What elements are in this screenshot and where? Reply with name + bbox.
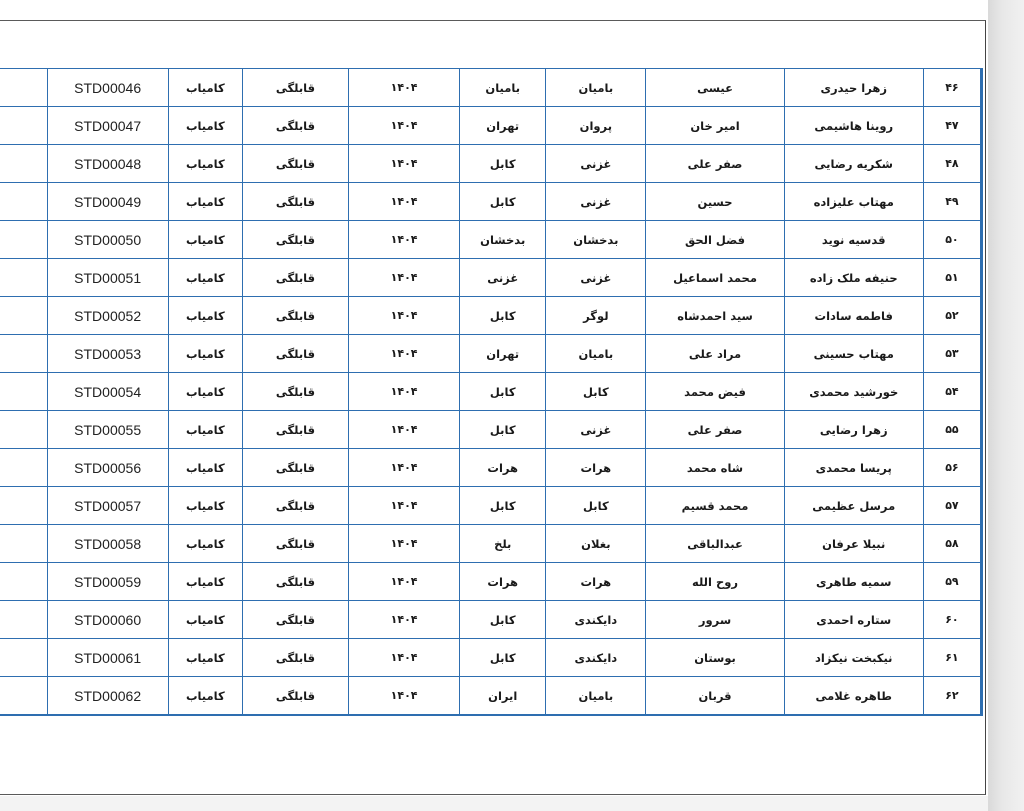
cell-program: قابلگی	[242, 107, 348, 145]
cell-row-number: ۴۶	[923, 69, 981, 107]
cell-student-name: زهرا رضایی	[784, 411, 923, 449]
cell-origin-province: غزنی	[546, 259, 646, 297]
cell-student-code: STD00058	[47, 525, 168, 563]
cell-current-province: کابل	[460, 183, 546, 221]
cell-current-province: بامیان	[460, 69, 546, 107]
cell-year: ۱۴۰۴	[349, 449, 460, 487]
cell-row-number: ۵۸	[923, 525, 981, 563]
cell-father-name: مراد علی	[646, 335, 784, 373]
cell-result: کامیاب	[168, 601, 242, 639]
cell-father-name: فضل الحق	[646, 221, 784, 259]
cell-blank	[0, 145, 47, 183]
table-row	[0, 525, 982, 563]
cell-origin-province: بامیان	[546, 335, 646, 373]
cell-student-code: STD00057	[47, 487, 168, 525]
table-row	[0, 639, 982, 677]
cell-origin-province: پروان	[546, 107, 646, 145]
cell-program: قابلگی	[242, 525, 348, 563]
cell-row-number: ۵۰	[923, 221, 981, 259]
cell-origin-province: بامیان	[546, 677, 646, 716]
cell-father-name: محمد اسماعیل	[646, 259, 784, 297]
cell-year: ۱۴۰۴	[349, 259, 460, 297]
cell-row-number: ۴۸	[923, 145, 981, 183]
cell-student-name: ستاره احمدی	[784, 601, 923, 639]
cell-blank	[0, 69, 47, 107]
cell-father-name: صفر علی	[646, 145, 784, 183]
cell-year: ۱۴۰۴	[349, 373, 460, 411]
cell-blank	[0, 183, 47, 221]
cell-year: ۱۴۰۴	[349, 69, 460, 107]
cell-blank	[0, 639, 47, 677]
cell-student-code: STD00051	[47, 259, 168, 297]
cell-row-number: ۶۰	[923, 601, 981, 639]
table-row	[0, 411, 982, 449]
cell-student-code: STD00056	[47, 449, 168, 487]
cell-result: کامیاب	[168, 525, 242, 563]
cell-student-name: نیکبخت نیکزاد	[784, 639, 923, 677]
cell-result: کامیاب	[168, 677, 242, 716]
cell-student-code: STD00046	[47, 69, 168, 107]
cell-year: ۱۴۰۴	[349, 297, 460, 335]
cell-father-name: عبدالباقی	[646, 525, 784, 563]
cell-program: قابلگی	[242, 373, 348, 411]
cell-year: ۱۴۰۴	[349, 183, 460, 221]
cell-blank	[0, 449, 47, 487]
cell-student-code: STD00052	[47, 297, 168, 335]
cell-current-province: کابل	[460, 487, 546, 525]
roster-body	[0, 69, 982, 716]
cell-current-province: ایران	[460, 677, 546, 716]
cell-blank	[0, 297, 47, 335]
cell-result: کامیاب	[168, 259, 242, 297]
cell-year: ۱۴۰۴	[349, 677, 460, 716]
cell-blank	[0, 677, 47, 716]
cell-result: کامیاب	[168, 297, 242, 335]
cell-father-name: صفر علی	[646, 411, 784, 449]
cell-current-province: کابل	[460, 297, 546, 335]
cell-origin-province: غزنی	[546, 183, 646, 221]
cell-program: قابلگی	[242, 183, 348, 221]
cell-result: کامیاب	[168, 183, 242, 221]
cell-program: قابلگی	[242, 601, 348, 639]
cell-blank	[0, 259, 47, 297]
cell-year: ۱۴۰۴	[349, 335, 460, 373]
cell-father-name: قربان	[646, 677, 784, 716]
cell-student-name: خورشید محمدی	[784, 373, 923, 411]
cell-current-province: تهران	[460, 107, 546, 145]
cell-row-number: ۵۲	[923, 297, 981, 335]
cell-current-province: کابل	[460, 601, 546, 639]
cell-father-name: سرور	[646, 601, 784, 639]
table-row	[0, 677, 982, 716]
cell-result: کامیاب	[168, 563, 242, 601]
table-row	[0, 373, 982, 411]
table-row	[0, 297, 982, 335]
cell-student-code: STD00054	[47, 373, 168, 411]
cell-year: ۱۴۰۴	[349, 487, 460, 525]
cell-father-name: شاه محمد	[646, 449, 784, 487]
cell-student-code: STD00049	[47, 183, 168, 221]
cell-row-number: ۵۹	[923, 563, 981, 601]
cell-student-name: مهتاب علیزاده	[784, 183, 923, 221]
cell-program: قابلگی	[242, 335, 348, 373]
table-row	[0, 107, 982, 145]
cell-current-province: کابل	[460, 639, 546, 677]
cell-result: کامیاب	[168, 145, 242, 183]
cell-year: ۱۴۰۴	[349, 145, 460, 183]
cell-result: کامیاب	[168, 107, 242, 145]
cell-result: کامیاب	[168, 411, 242, 449]
table-row	[0, 487, 982, 525]
cell-student-code: STD00055	[47, 411, 168, 449]
cell-program: قابلگی	[242, 677, 348, 716]
cell-year: ۱۴۰۴	[349, 221, 460, 259]
table-row	[0, 145, 982, 183]
cell-origin-province: دایکندی	[546, 639, 646, 677]
cell-year: ۱۴۰۴	[349, 107, 460, 145]
cell-result: کامیاب	[168, 69, 242, 107]
cell-row-number: ۵۳	[923, 335, 981, 373]
viewer-margin	[988, 0, 1024, 811]
cell-row-number: ۵۴	[923, 373, 981, 411]
cell-current-province: هرات	[460, 449, 546, 487]
cell-program: قابلگی	[242, 259, 348, 297]
cell-father-name: محمد قسیم	[646, 487, 784, 525]
cell-row-number: ۵۶	[923, 449, 981, 487]
cell-student-name: طاهره غلامی	[784, 677, 923, 716]
cell-blank	[0, 107, 47, 145]
cell-program: قابلگی	[242, 297, 348, 335]
cell-row-number: ۴۹	[923, 183, 981, 221]
cell-current-province: هرات	[460, 563, 546, 601]
cell-result: کامیاب	[168, 335, 242, 373]
cell-origin-province: غزنی	[546, 411, 646, 449]
viewer-bottom-margin	[0, 796, 988, 811]
cell-origin-province: کابل	[546, 373, 646, 411]
cell-result: کامیاب	[168, 639, 242, 677]
cell-blank	[0, 563, 47, 601]
cell-row-number: ۵۵	[923, 411, 981, 449]
cell-origin-province: هرات	[546, 449, 646, 487]
cell-father-name: امیر خان	[646, 107, 784, 145]
table-row	[0, 221, 982, 259]
cell-program: قابلگی	[242, 221, 348, 259]
cell-result: کامیاب	[168, 373, 242, 411]
cell-blank	[0, 221, 47, 259]
cell-current-province: بلخ	[460, 525, 546, 563]
cell-year: ۱۴۰۴	[349, 411, 460, 449]
cell-student-name: مهتاب حسینی	[784, 335, 923, 373]
cell-current-province: تهران	[460, 335, 546, 373]
cell-blank	[0, 373, 47, 411]
cell-student-code: STD00050	[47, 221, 168, 259]
cell-student-name: زهرا حیدری	[784, 69, 923, 107]
cell-current-province: کابل	[460, 373, 546, 411]
cell-father-name: حسین	[646, 183, 784, 221]
cell-father-name: فیض محمد	[646, 373, 784, 411]
cell-row-number: ۶۲	[923, 677, 981, 716]
cell-program: قابلگی	[242, 563, 348, 601]
cell-student-name: روینا هاشیمی	[784, 107, 923, 145]
cell-student-code: STD00061	[47, 639, 168, 677]
cell-program: قابلگی	[242, 411, 348, 449]
cell-row-number: ۴۷	[923, 107, 981, 145]
cell-student-code: STD00060	[47, 601, 168, 639]
table-row	[0, 335, 982, 373]
cell-student-name: سمیه طاهری	[784, 563, 923, 601]
table-row	[0, 183, 982, 221]
cell-student-name: قدسیه نوید	[784, 221, 923, 259]
cell-origin-province: هرات	[546, 563, 646, 601]
cell-program: قابلگی	[242, 145, 348, 183]
cell-father-name: بوستان	[646, 639, 784, 677]
cell-result: کامیاب	[168, 221, 242, 259]
student-roster-table	[0, 68, 983, 716]
cell-origin-province: بدخشان	[546, 221, 646, 259]
cell-origin-province: غزنی	[546, 145, 646, 183]
table-row	[0, 563, 982, 601]
table-row	[0, 69, 982, 107]
cell-student-code: STD00048	[47, 145, 168, 183]
cell-origin-province: بغلان	[546, 525, 646, 563]
table-row	[0, 601, 982, 639]
cell-father-name: روح الله	[646, 563, 784, 601]
cell-origin-province: لوگر	[546, 297, 646, 335]
cell-blank	[0, 487, 47, 525]
cell-origin-province: بامیان	[546, 69, 646, 107]
cell-student-name: پریسا محمدی	[784, 449, 923, 487]
cell-origin-province: دایکندی	[546, 601, 646, 639]
cell-student-code: STD00047	[47, 107, 168, 145]
cell-father-name: عیسی	[646, 69, 784, 107]
cell-blank	[0, 601, 47, 639]
cell-program: قابلگی	[242, 449, 348, 487]
table-row	[0, 259, 982, 297]
cell-result: کامیاب	[168, 449, 242, 487]
cell-result: کامیاب	[168, 487, 242, 525]
cell-student-code: STD00062	[47, 677, 168, 716]
cell-student-code: STD00059	[47, 563, 168, 601]
cell-year: ۱۴۰۴	[349, 601, 460, 639]
cell-blank	[0, 411, 47, 449]
cell-year: ۱۴۰۴	[349, 639, 460, 677]
cell-student-name: شکریه رضایی	[784, 145, 923, 183]
cell-blank	[0, 525, 47, 563]
cell-blank	[0, 335, 47, 373]
cell-year: ۱۴۰۴	[349, 525, 460, 563]
cell-program: قابلگی	[242, 487, 348, 525]
table-row	[0, 449, 982, 487]
cell-current-province: کابل	[460, 145, 546, 183]
cell-row-number: ۵۱	[923, 259, 981, 297]
cell-student-name: مرسل عظیمی	[784, 487, 923, 525]
cell-student-name: حنیفه ملک زاده	[784, 259, 923, 297]
cell-student-name: نبیلا عرفان	[784, 525, 923, 563]
cell-current-province: غزنی	[460, 259, 546, 297]
cell-program: قابلگی	[242, 639, 348, 677]
cell-current-province: بدخشان	[460, 221, 546, 259]
cell-origin-province: کابل	[546, 487, 646, 525]
cell-year: ۱۴۰۴	[349, 563, 460, 601]
cell-row-number: ۶۱	[923, 639, 981, 677]
cell-program: قابلگی	[242, 69, 348, 107]
cell-student-name: فاطمه سادات	[784, 297, 923, 335]
cell-current-province: کابل	[460, 411, 546, 449]
cell-student-code: STD00053	[47, 335, 168, 373]
cell-row-number: ۵۷	[923, 487, 981, 525]
cell-father-name: سید احمدشاه	[646, 297, 784, 335]
